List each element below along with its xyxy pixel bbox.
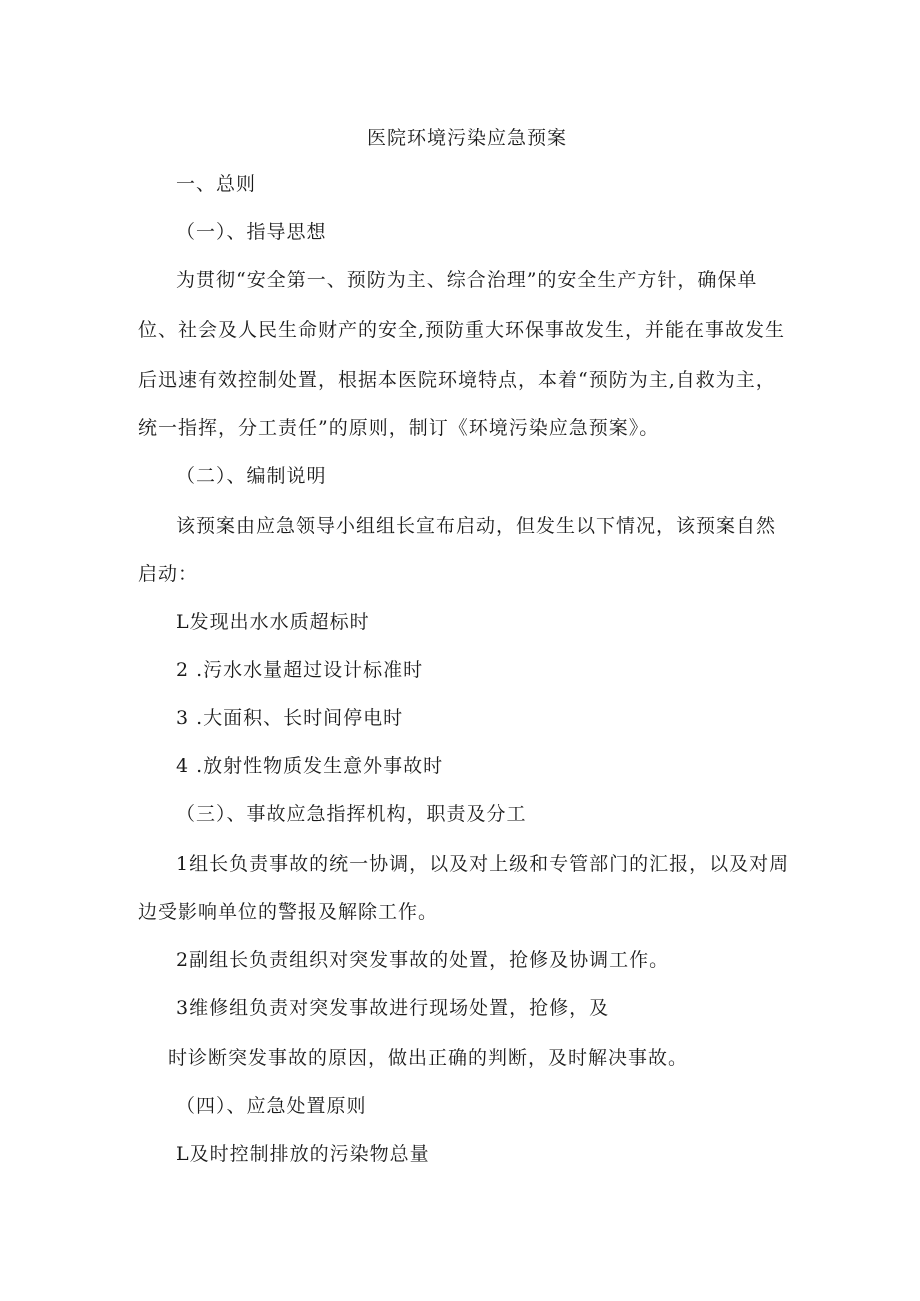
paragraph-line: 3维修组负责对突发事故进行现场处置，抢修，及 (176, 997, 610, 1019)
paragraph-line: 时诊断突发事故的原因，做出正确的判断，及时解决事故。 (168, 1047, 689, 1069)
list-item: 3 .大面积、长时间停电时 (176, 707, 404, 729)
paragraph-line: 2副组长负责组织对突发事故的处置，抢修及协调工作。 (176, 949, 670, 971)
subsection-heading-guiding-ideology: （一）、指导思想 (176, 221, 327, 243)
subsection-heading-compilation-notes: （二）、编制说明 (176, 465, 327, 487)
paragraph-line: 为贯彻“安全第一、预防为主、综合治理”的安全生产方针，确保单 (176, 269, 758, 291)
paragraph-line: 该预案由应急领导小组组长宣布启动，但发生以下情况，该预案自然 (176, 515, 777, 537)
list-item: L发现出水水质超标时 (176, 611, 370, 633)
paragraph-line: 边受影响单位的警报及解除工作。 (138, 901, 439, 923)
section-heading-general: 一、总则 (176, 173, 257, 195)
list-item: L及时控制排放的污染物总量 (176, 1143, 430, 1165)
paragraph-line: 后迅速有效控制处置，根据本医院环境特点，本着“预防为主,自救为主， (138, 369, 776, 391)
list-item: 2 .污水水量超过设计标准时 (176, 659, 424, 681)
subsection-heading-command-structure: （三）、事故应急指挥机构，职责及分工 (176, 803, 527, 825)
document-title: 医院环境污染应急预案 (367, 127, 568, 149)
paragraph-line: 位、社会及人民生命财产的安全,预防重大环保事故发生，并能在事故发生 (138, 319, 786, 341)
subsection-heading-response-principles: （四）、应急处置原则 (176, 1095, 367, 1117)
paragraph-line: 启动： (138, 563, 199, 585)
paragraph-line: 统一指挥，分工责任”的原则，制订《环境污染应急预案》。 (138, 417, 660, 439)
paragraph-line: 1组长负责事故的统一协调，以及对上级和专管部门的汇报，以及对周 (176, 853, 790, 875)
list-item: 4 .放射性物质发生意外事故时 (176, 755, 444, 777)
